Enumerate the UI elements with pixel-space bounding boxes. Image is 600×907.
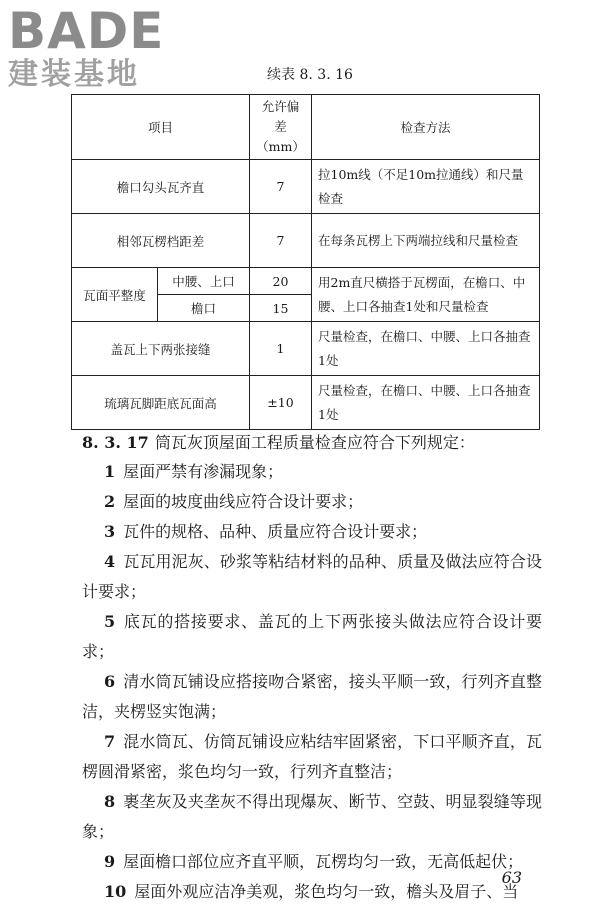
row-method: 尺量检查，在檐口、中腰、上口各抽查1处 bbox=[312, 376, 540, 430]
clause-number: 8. 3. 17 bbox=[82, 433, 149, 452]
row-tolerance: 20 bbox=[250, 268, 312, 295]
item-text: 裹垄灰及夹垄灰不得出现爆灰、断节、空鼓、明显裂缝等现象； bbox=[82, 792, 542, 841]
list-item bbox=[82, 667, 542, 727]
list-item bbox=[82, 517, 542, 547]
item-text: 屋面外观应洁净美观，浆色均匀一致，檐头及眉子、当 bbox=[134, 882, 519, 901]
item-text: 混水筒瓦、仿筒瓦铺设应粘结牢固紧密，下口平顺齐直，瓦楞圆滑紧密，浆色均匀一致，行列齐直整洁； bbox=[82, 732, 542, 781]
row-method: 拉10m线（不足10m拉通线）和尺量检查 bbox=[312, 160, 540, 214]
clause-title: 筒瓦灰顶屋面工程质量检查应符合下列规定： bbox=[154, 433, 475, 452]
row-item: 瓦面平整度 bbox=[72, 268, 158, 322]
item-number: 4 bbox=[104, 552, 116, 571]
list-item bbox=[82, 547, 542, 607]
row-item: 檐口勾头瓦齐直 bbox=[72, 160, 250, 214]
row-method: 用2m直尺横搭于瓦楞面，在檐口、中腰、上口各抽查1处和尺量检查 bbox=[312, 268, 540, 322]
list-item bbox=[82, 487, 542, 517]
row-tolerance: 15 bbox=[250, 295, 312, 322]
item-number: 1 bbox=[104, 462, 116, 481]
watermark-brand: BADE bbox=[8, 2, 165, 60]
table-row bbox=[72, 160, 540, 214]
row-item: 盖瓦上下两张接缝 bbox=[72, 322, 250, 376]
item-number: 3 bbox=[104, 522, 116, 541]
row-item: 相邻瓦楞档距差 bbox=[72, 214, 250, 268]
item-number: 5 bbox=[104, 612, 116, 631]
item-text: 屋面严禁有渗漏现象； bbox=[123, 462, 284, 481]
row-item: 琉璃瓦脚距底瓦面高 bbox=[72, 376, 250, 430]
list-item bbox=[82, 787, 542, 847]
tolerance-table bbox=[71, 94, 540, 430]
item-text: 瓦件的规格、品种、质量应符合设计要求； bbox=[123, 522, 428, 541]
item-number: 7 bbox=[104, 732, 116, 751]
list-item bbox=[82, 457, 542, 487]
item-text: 屋面檐口部位应齐直平顺，瓦楞均匀一致，无高低起伏； bbox=[123, 852, 524, 871]
list-item bbox=[82, 727, 542, 787]
row-method: 在每条瓦楞上下两端拉线和尺量检查 bbox=[312, 214, 540, 268]
header-method: 检查方法 bbox=[312, 95, 540, 160]
item-number: 10 bbox=[104, 882, 127, 901]
row-tolerance: 7 bbox=[250, 214, 312, 268]
clause-heading bbox=[82, 428, 562, 458]
page-number: 63 bbox=[501, 868, 522, 887]
item-text: 底瓦的搭接要求、盖瓦的上下两张接头做法应符合设计要求； bbox=[82, 612, 542, 661]
header-tolerance: 允许偏差 （mm） bbox=[250, 95, 312, 160]
list-item bbox=[82, 607, 542, 667]
table-header-row bbox=[72, 95, 540, 160]
table-caption: 续表 8. 3. 16 bbox=[267, 67, 353, 83]
row-tolerance: 7 bbox=[250, 160, 312, 214]
row-subitem: 檐口 bbox=[158, 295, 250, 322]
item-text: 屋面的坡度曲线应符合设计要求； bbox=[123, 492, 364, 511]
header-item: 项目 bbox=[72, 95, 250, 160]
row-tolerance: 1 bbox=[250, 322, 312, 376]
item-text: 瓦瓦用泥灰、砂浆等粘结材料的品种、质量及做法应符合设计要求； bbox=[82, 552, 542, 601]
list-item bbox=[82, 847, 542, 877]
item-number: 9 bbox=[104, 852, 116, 871]
table-row bbox=[72, 322, 540, 376]
item-number: 2 bbox=[104, 492, 116, 511]
table-row bbox=[72, 268, 540, 295]
row-method: 尺量检查，在檐口、中腰、上口各抽查1处 bbox=[312, 322, 540, 376]
row-subitem: 中腰、上口 bbox=[158, 268, 250, 295]
table-row bbox=[72, 214, 540, 268]
table-row bbox=[72, 376, 540, 430]
item-number: 8 bbox=[104, 792, 116, 811]
list-item bbox=[82, 877, 542, 907]
clause-items bbox=[82, 457, 542, 907]
item-text: 清水筒瓦铺设应搭接吻合紧密，接头平顺一致，行列齐直整洁，夹楞竖实饱满； bbox=[82, 672, 542, 721]
row-tolerance: ±10 bbox=[250, 376, 312, 430]
watermark-subtitle: 建装基地 bbox=[8, 57, 140, 92]
item-number: 6 bbox=[104, 672, 116, 691]
